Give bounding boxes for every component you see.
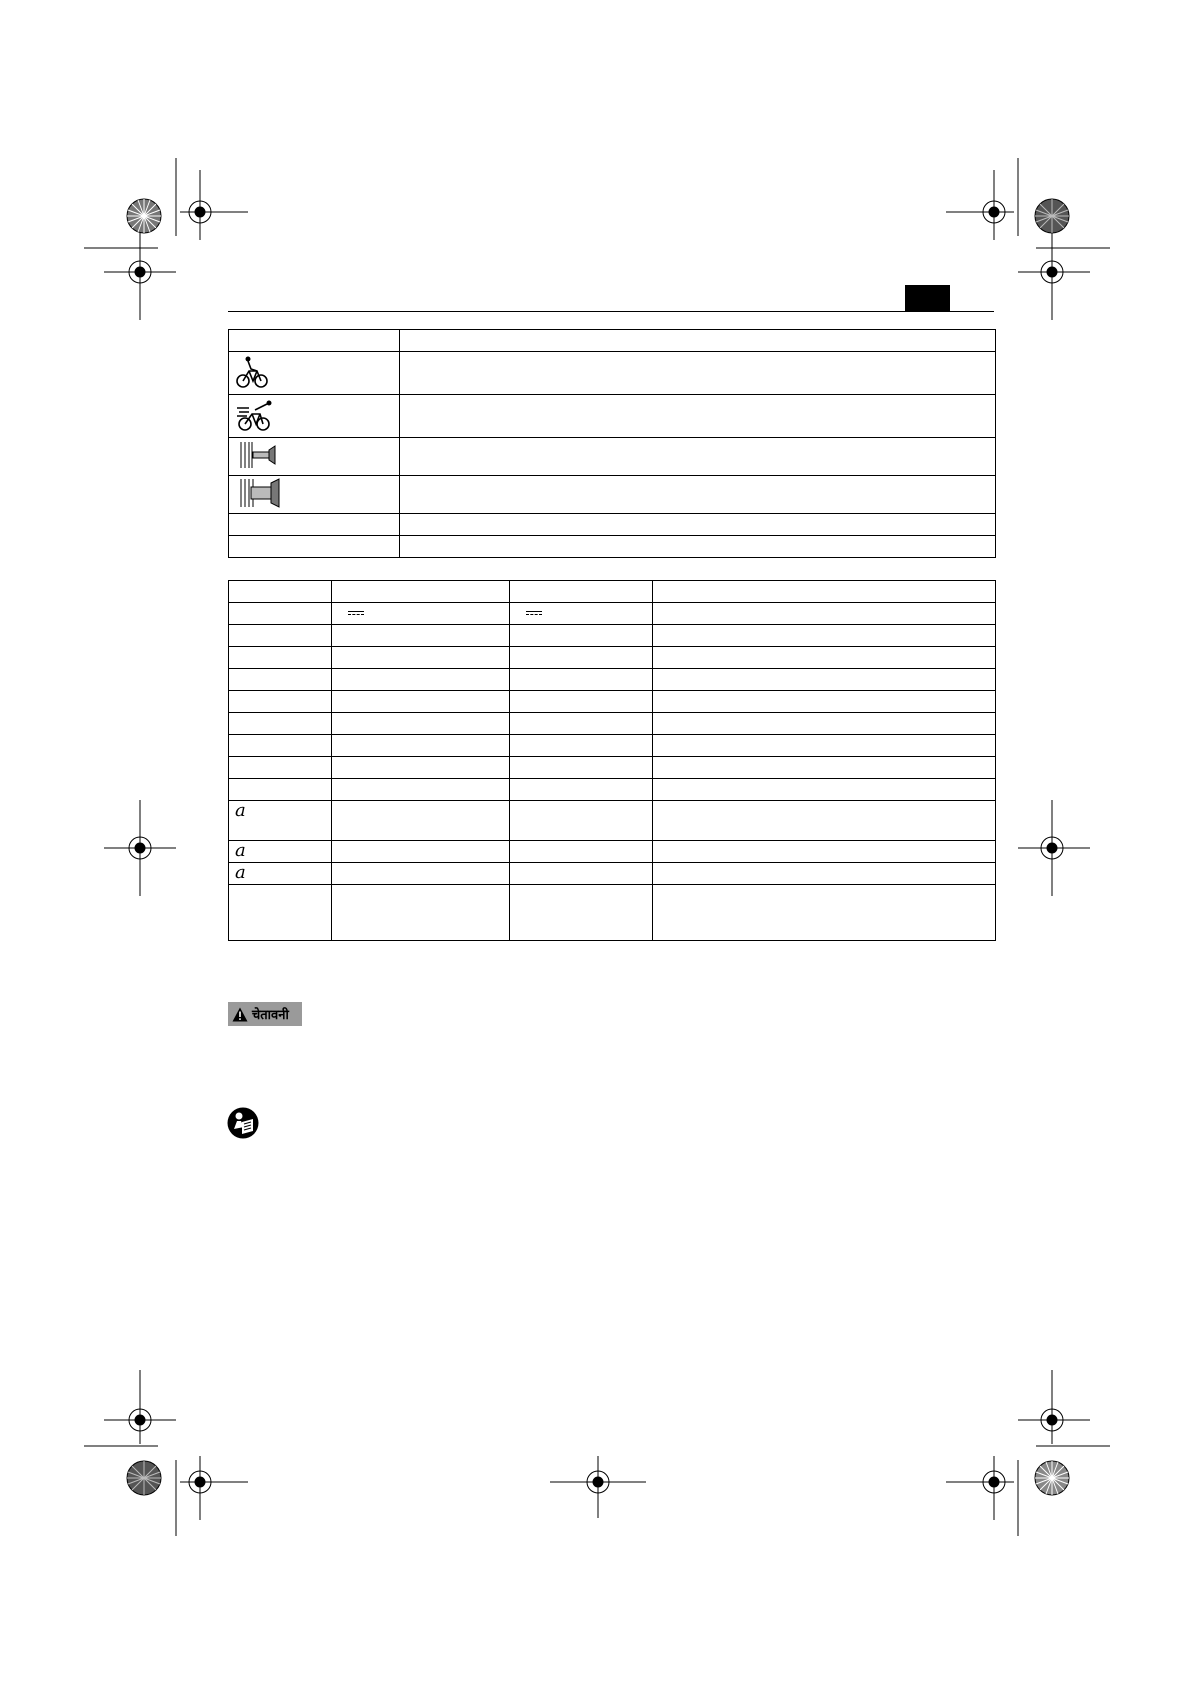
table-row bbox=[229, 801, 996, 841]
table-row bbox=[229, 514, 996, 536]
table-cell bbox=[653, 713, 996, 735]
table-cell bbox=[510, 801, 653, 841]
table-cell bbox=[229, 735, 332, 757]
table-cell bbox=[510, 691, 653, 713]
table-row bbox=[229, 669, 996, 691]
table-row bbox=[229, 352, 996, 395]
table-cell bbox=[332, 863, 510, 885]
table-cell bbox=[229, 476, 400, 514]
table-cell bbox=[332, 625, 510, 647]
table-row bbox=[229, 438, 996, 476]
table-cell bbox=[332, 735, 510, 757]
table-cell bbox=[229, 779, 332, 801]
table-cell bbox=[332, 691, 510, 713]
table-cell bbox=[400, 514, 996, 536]
table-cell bbox=[229, 757, 332, 779]
table-cell bbox=[400, 536, 996, 558]
table-cell bbox=[510, 885, 653, 941]
table-row bbox=[229, 757, 996, 779]
table-cell bbox=[653, 581, 996, 603]
acceleration-symbol: a bbox=[235, 800, 246, 821]
table-cell bbox=[653, 801, 996, 841]
acceleration-symbol: a bbox=[235, 840, 246, 861]
table-cell bbox=[229, 603, 332, 625]
table-row bbox=[229, 713, 996, 735]
table-cell bbox=[400, 352, 996, 395]
table-cell bbox=[332, 581, 510, 603]
table-row bbox=[229, 885, 996, 941]
table-cell bbox=[653, 779, 996, 801]
table-cell bbox=[229, 438, 400, 476]
table-row bbox=[229, 779, 996, 801]
read-manual-icon bbox=[227, 1107, 259, 1139]
table-cell bbox=[510, 735, 653, 757]
bicycle-fast-icon bbox=[235, 398, 275, 432]
table-row bbox=[229, 735, 996, 757]
table-cell bbox=[510, 581, 653, 603]
table-row bbox=[229, 691, 996, 713]
dc-voltage-icon bbox=[348, 610, 364, 618]
screw-small-icon bbox=[235, 440, 279, 470]
table-cell bbox=[332, 841, 510, 863]
table-cell bbox=[653, 669, 996, 691]
table-cell bbox=[229, 625, 332, 647]
dc-voltage-icon bbox=[526, 610, 542, 618]
table-cell bbox=[400, 476, 996, 514]
symbols-table bbox=[228, 329, 996, 558]
table-cell bbox=[653, 885, 996, 941]
table-cell bbox=[510, 757, 653, 779]
table-cell bbox=[510, 625, 653, 647]
table-cell bbox=[332, 757, 510, 779]
warning-label bbox=[228, 1002, 302, 1026]
table-cell bbox=[229, 395, 400, 438]
table-cell bbox=[229, 514, 400, 536]
table-row bbox=[229, 476, 996, 514]
table-cell bbox=[229, 841, 332, 863]
table-cell bbox=[332, 779, 510, 801]
warning-triangle-icon bbox=[232, 1007, 248, 1022]
bicycle-slow-icon bbox=[235, 355, 269, 389]
table-cell bbox=[229, 691, 332, 713]
language-tab bbox=[905, 285, 950, 311]
header-rule bbox=[228, 311, 994, 312]
table-cell bbox=[653, 691, 996, 713]
table-row bbox=[229, 395, 996, 438]
table-cell bbox=[400, 438, 996, 476]
table-cell bbox=[332, 885, 510, 941]
table-cell bbox=[229, 885, 332, 941]
table-cell bbox=[400, 330, 996, 352]
table-cell bbox=[229, 863, 332, 885]
table-cell bbox=[400, 395, 996, 438]
table-cell bbox=[510, 669, 653, 691]
table-cell bbox=[229, 581, 332, 603]
table-cell bbox=[510, 647, 653, 669]
table-cell bbox=[332, 603, 510, 625]
table-row bbox=[229, 647, 996, 669]
table-cell bbox=[229, 713, 332, 735]
table-cell bbox=[653, 841, 996, 863]
table-cell bbox=[510, 841, 653, 863]
table-row bbox=[229, 330, 996, 352]
acceleration-symbol: a bbox=[235, 862, 246, 883]
table-cell bbox=[653, 603, 996, 625]
table-cell bbox=[229, 647, 332, 669]
table-cell bbox=[653, 863, 996, 885]
table-cell bbox=[332, 801, 510, 841]
table-cell bbox=[229, 352, 400, 395]
screw-large-icon bbox=[235, 477, 283, 509]
warning-text: चेतावनी bbox=[252, 1008, 289, 1023]
table-row bbox=[229, 841, 996, 863]
table-cell bbox=[332, 713, 510, 735]
table-row bbox=[229, 536, 996, 558]
table-cell bbox=[653, 757, 996, 779]
table-row bbox=[229, 603, 996, 625]
technical-data-table bbox=[228, 580, 996, 941]
table-cell bbox=[510, 603, 653, 625]
table-cell bbox=[332, 669, 510, 691]
table-cell bbox=[332, 647, 510, 669]
table-row bbox=[229, 863, 996, 885]
table-cell bbox=[229, 330, 400, 352]
table-cell bbox=[653, 647, 996, 669]
table-cell bbox=[510, 863, 653, 885]
table-cell bbox=[510, 779, 653, 801]
table-cell bbox=[229, 801, 332, 841]
table-cell bbox=[229, 669, 332, 691]
table-cell bbox=[653, 625, 996, 647]
table-cell bbox=[229, 536, 400, 558]
table-cell bbox=[510, 713, 653, 735]
table-row bbox=[229, 625, 996, 647]
table-row bbox=[229, 581, 996, 603]
table-cell bbox=[653, 735, 996, 757]
